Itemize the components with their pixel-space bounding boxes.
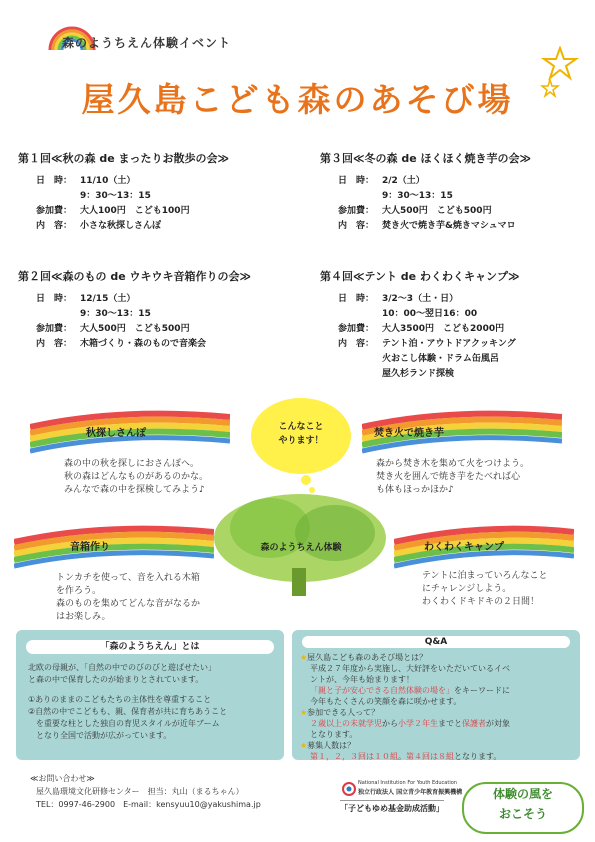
- activity-description: トンカチを使って、音を入れる木箱 を作ろう。 森のものを集めてどんな音がなるか はお楽しみ。: [56, 573, 201, 622]
- event-key: 内 容：: [36, 221, 73, 231]
- panel-title: 「森のようちえん」とは: [100, 642, 200, 652]
- event-3: [320, 150, 590, 234]
- fund-label: 「子どもゆめ基金助成活動」: [340, 800, 444, 814]
- contact-org: 屋久島環境文化研修センター 担当：丸山（まるちゃん）: [36, 787, 244, 796]
- panel-body: 北欧の母親が、「自然の中でのびのびと遊ばせたい」 と森の中で保育したのが始まりとされています。 ①ありのままのこどもたちの主体性を尊重すること ②自然の中でこどもも、親、保育者が共に育ちあうこと を重要な柱とした独自の育児スタイルが近年ブーム となり全国で活動が広がっています。: [28, 663, 228, 740]
- event-value: 大人3500円 こども2000円: [382, 324, 505, 334]
- event-value: 大人500円 こども500円: [382, 206, 492, 216]
- bubble-text: こんなこと やります！: [278, 422, 324, 446]
- event-key: 内 容：: [338, 339, 375, 349]
- activity-title: 音箱作り: [70, 542, 110, 553]
- event-key: 参加費：: [36, 206, 73, 216]
- event-value: 3/2～3（土・日）: [382, 294, 459, 304]
- contact-info: [30, 772, 261, 811]
- institution-logo-icon: [342, 782, 356, 796]
- event-key: 日 時：: [36, 294, 73, 304]
- event-key: 日 時：: [338, 294, 375, 304]
- event-heading: 第４回≪テント de わくわくキャンプ≫: [320, 270, 520, 283]
- event-key: 参加費：: [338, 206, 375, 216]
- page-title: 屋久島こども森のあそび場: [81, 80, 514, 119]
- stars-icon: [540, 46, 580, 98]
- panel-title: Q&A: [424, 637, 448, 647]
- event-subtitle: 森のようちえん体験イベント: [62, 36, 232, 50]
- event-value: 9：30～13：15: [80, 309, 151, 319]
- event-value: 屋久杉ランド探検: [382, 369, 455, 379]
- event-value: 9：30～13：15: [382, 191, 453, 201]
- event-key: 内 容：: [338, 221, 375, 231]
- sponsor-english: National Institution For Youth Education: [358, 780, 457, 786]
- event-key: 参加費：: [338, 324, 375, 334]
- event-4: [320, 268, 590, 382]
- event-value: 9：30～13：15: [80, 191, 151, 201]
- star-icon: ★: [300, 708, 308, 717]
- event-key: 参加費：: [36, 324, 73, 334]
- event-value: 12/15（土）: [80, 294, 136, 304]
- event-value: 小さな秋探しさんぽ: [80, 221, 162, 231]
- activity-description: テントに泊まっていろんなこと にチャレンジしよう。 わくわくドキドキの２日間！: [422, 571, 548, 607]
- activity-title: わくわくキャンプ: [424, 542, 504, 553]
- contact-heading: ≪お問い合わせ≫: [30, 774, 95, 783]
- event-key: 日 時：: [338, 176, 375, 186]
- rainbow-stroke-3: [14, 520, 214, 570]
- event-value: 2/2（土）: [382, 176, 425, 186]
- star-icon: ★: [300, 741, 308, 750]
- event-value: 大人100円 こども100円: [80, 206, 190, 216]
- campaign-logo: 体験の風を おこそう: [462, 782, 584, 834]
- event-1: [18, 150, 288, 234]
- event-value: 焚き火で焼き芋&焼きマシュマロ: [382, 221, 516, 231]
- event-value: 11/10（土）: [80, 176, 136, 186]
- event-value: テント泊・アウトドアクッキング: [382, 339, 516, 349]
- tree-label: 森のようちえん体験: [260, 543, 342, 553]
- event-heading: 第２回≪森のもの de ウキウキ音箱作りの会≫: [18, 270, 252, 283]
- activity-title: 焚き火で焼き芋: [374, 428, 444, 439]
- activity-description: 森から焚き木を集めて火をつけよう。 焚き火を囲んで焼き芋をたべれば心 も体もほっかほか♪: [376, 459, 530, 495]
- panel-what-is: [16, 630, 284, 760]
- event-key: 日 時：: [36, 176, 73, 186]
- event-2: [18, 268, 308, 352]
- event-value: 火おこし体験・ドラム缶風呂: [382, 354, 499, 364]
- event-heading: 第１回≪秋の森 de まったりお散歩の会≫: [18, 152, 230, 165]
- event-value: 木箱づくり・森のもので音楽会: [80, 339, 207, 349]
- event-value: 大人500円 こども500円: [80, 324, 190, 334]
- event-value: 10：00～翌日16：00: [382, 309, 478, 319]
- activity-description: 森の中の秋を探しにおさんぽへ。 秋の森はどんなものがあるのかな。 みんなで森の中を探検してみよう♪: [64, 459, 209, 495]
- activity-title: 秋探しさんぽ: [86, 428, 146, 439]
- panel-qa: [292, 630, 580, 760]
- sponsor-japanese: 独立行政法人 国立青少年教育振興機構: [358, 789, 463, 796]
- event-heading: 第３回≪冬の森 de ほくほく焼き芋の会≫: [320, 152, 532, 165]
- event-key: 内 容：: [36, 339, 73, 349]
- panel-body: ★屋久島こども森のあそび場とは？ 平成２７年度から実施し、大好評をいただいているイベ ントが、今年も始まります！ 「親と子が安心できる自然体験の場を」をキーワードに 今年もたくさんの笑顔を森に咲かせます。 ★参加できる人って？ ２歳以上の未就学児から小学２年生までと保護者が対象 となります。 ★募集人数は？ 第１，２，３回は１０組。第４回は８組となります。: [300, 653, 510, 761]
- contact-tel: TEL：0997-46-2900 E-mail：kensyuu10@yakushima.jp: [36, 800, 261, 809]
- star-icon: ★: [300, 653, 308, 662]
